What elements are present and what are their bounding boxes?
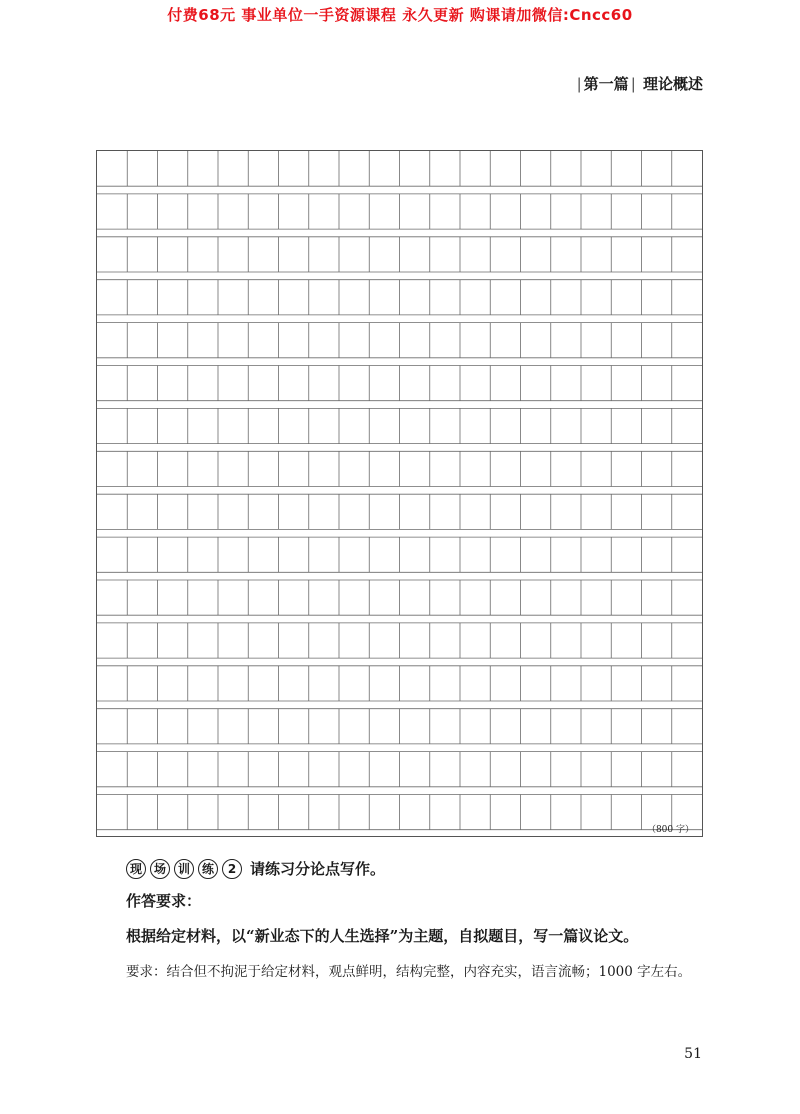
practice-tag-char: 训 — [174, 859, 194, 879]
answer-requirements-heading: 作答要求： — [126, 892, 202, 910]
composition-grid — [96, 150, 703, 837]
essay-prompt: 根据给定材料，以“新业态下的人生选择”为主题，自拟题目，写一篇议论文。 — [126, 927, 639, 945]
running-head — [575, 73, 703, 94]
part-label: 第一篇 — [583, 75, 629, 93]
page-number: 51 — [684, 1046, 702, 1062]
practice-tag-char: 练 — [198, 859, 218, 879]
word-count-label: （800 字） — [646, 825, 694, 835]
practice-tag-char: 现 — [126, 859, 146, 879]
promo-banner: 付费68元 事业单位一手资源课程 永久更新 购课请加微信:Cncc60 — [167, 6, 633, 24]
section-title: 理论概述 — [642, 75, 703, 93]
practice-tag-char: 场 — [150, 859, 170, 879]
practice-heading — [126, 858, 385, 879]
practice-instruction: 请练习分论点写作。 — [250, 860, 386, 878]
essay-requirements: 要求：结合但不拘泥于给定材料，观点鲜明，结构完整，内容充实，语言流畅；1000 字左右。 — [126, 964, 692, 980]
grid-lines — [97, 151, 702, 836]
divider: | — [576, 75, 582, 93]
practice-number: 2 — [222, 859, 242, 879]
divider: | — [630, 75, 636, 93]
